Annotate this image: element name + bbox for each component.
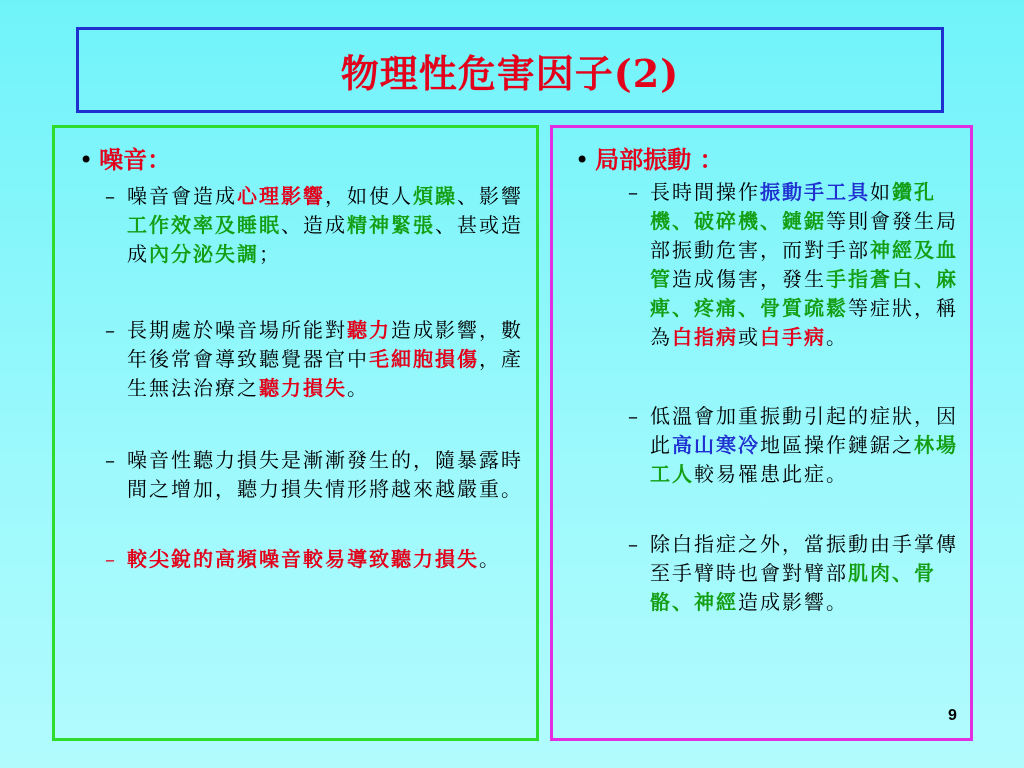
vibration-heading — [575, 140, 724, 175]
noise-item-1 — [105, 182, 527, 269]
title-box — [76, 27, 944, 113]
noise-item-4 — [105, 543, 527, 576]
text-segment: 毛細胞損傷 — [369, 347, 479, 371]
text-segment: 神經及血管 — [650, 238, 958, 291]
slide-title: 物理性危害因子(2) — [340, 50, 680, 96]
dash-icon: – — [628, 180, 638, 204]
noise-item-4-text — [127, 547, 501, 571]
text-segment: 心理影響 — [237, 184, 325, 208]
vibration-item-1 — [628, 178, 962, 352]
text-segment: 振動手工具 — [760, 180, 870, 204]
vibration-heading-text: 局部振動 ： — [595, 145, 724, 174]
text-segment: 聽力 — [347, 318, 391, 342]
page-number: 9 — [948, 707, 957, 724]
noise-item-3 — [105, 446, 527, 504]
text-segment: 白指病 — [672, 325, 738, 349]
noise-item-1-text — [127, 184, 523, 266]
text-segment: 林場工人 — [650, 433, 958, 486]
text-segment: 。 — [347, 376, 369, 400]
dash-icon: – — [105, 184, 115, 208]
vibration-panel — [550, 125, 973, 741]
text-segment: 長時間操作 — [650, 180, 760, 204]
text-segment: 等症狀，稱為 — [650, 296, 958, 349]
text-segment: 內分泌失調 — [149, 242, 259, 266]
text-segment: 較易罹患此症。 — [694, 462, 848, 486]
noise-heading — [79, 140, 171, 175]
dash-icon: – — [628, 404, 638, 428]
dash-icon: – — [105, 448, 115, 472]
dash-icon: – — [628, 532, 638, 556]
text-segment: 造成影響。 — [738, 590, 848, 614]
text-segment: ； — [259, 242, 281, 266]
vibration-item-1-text — [650, 180, 958, 349]
vibration-item-2-text — [650, 404, 958, 486]
text-segment: 較尖銳的高頻噪音較易導致聽力損失 — [127, 547, 479, 571]
noise-item-2-text — [127, 318, 523, 400]
text-segment: 。 — [479, 547, 501, 571]
vibration-item-3 — [628, 530, 962, 617]
text-segment: 鑽孔機、破碎機、鏈鋸 — [650, 180, 936, 233]
text-segment: 或 — [738, 325, 760, 349]
noise-item-2 — [105, 316, 527, 403]
text-segment: 、造成 — [281, 213, 347, 237]
text-segment: 。 — [826, 325, 848, 349]
dash-icon: – — [105, 318, 115, 342]
text-segment: 低溫會加重振動引起的症狀，因此 — [650, 404, 958, 457]
bullet-dot-icon: • — [575, 146, 590, 174]
text-segment: 高山寒冷 — [672, 433, 760, 457]
text-segment: ，如使人 — [325, 184, 413, 208]
dash-icon: – — [105, 547, 115, 571]
vibration-item-3-text — [650, 532, 958, 614]
text-segment: 噪音性聽力損失是漸漸發生的，隨暴露時間之增加，聽力損失情形將越來越嚴重。 — [127, 448, 523, 501]
vibration-item-2 — [628, 402, 962, 489]
text-segment: ，產生無法治療之 — [127, 347, 523, 400]
text-segment: 工作效率及睡眠 — [127, 213, 281, 237]
text-segment: 、影響 — [457, 184, 523, 208]
text-segment: 地區操作鏈鋸之 — [760, 433, 914, 457]
text-segment: 造成影響，數年後常會導致聽覺器官中 — [127, 318, 523, 371]
text-segment: 長期處於噪音場所能對 — [127, 318, 347, 342]
bullet-dot-icon: • — [79, 146, 94, 174]
text-segment: 白手病 — [760, 325, 826, 349]
text-segment: 、甚或造成 — [127, 213, 523, 266]
noise-panel — [52, 125, 539, 741]
text-segment: 手指蒼白、麻痺、疼痛、骨質疏鬆 — [650, 267, 958, 320]
text-segment: 肌肉、骨骼、神經 — [650, 561, 936, 614]
text-segment: 除白指症之外，當振動由手掌傳至手臂時也會對臂部 — [650, 532, 958, 585]
text-segment: 精神緊張 — [347, 213, 435, 237]
noise-heading-text: 噪音： — [99, 145, 172, 174]
text-segment: 造成傷害，發生 — [672, 267, 826, 291]
text-segment: 煩躁 — [413, 184, 457, 208]
text-segment: 等則會發生局部振動危害，而對手部 — [650, 209, 958, 262]
text-segment: 如 — [870, 180, 892, 204]
noise-item-3-text — [127, 448, 523, 501]
text-segment: 噪音會造成 — [127, 184, 237, 208]
text-segment: 聽力損失 — [259, 376, 347, 400]
